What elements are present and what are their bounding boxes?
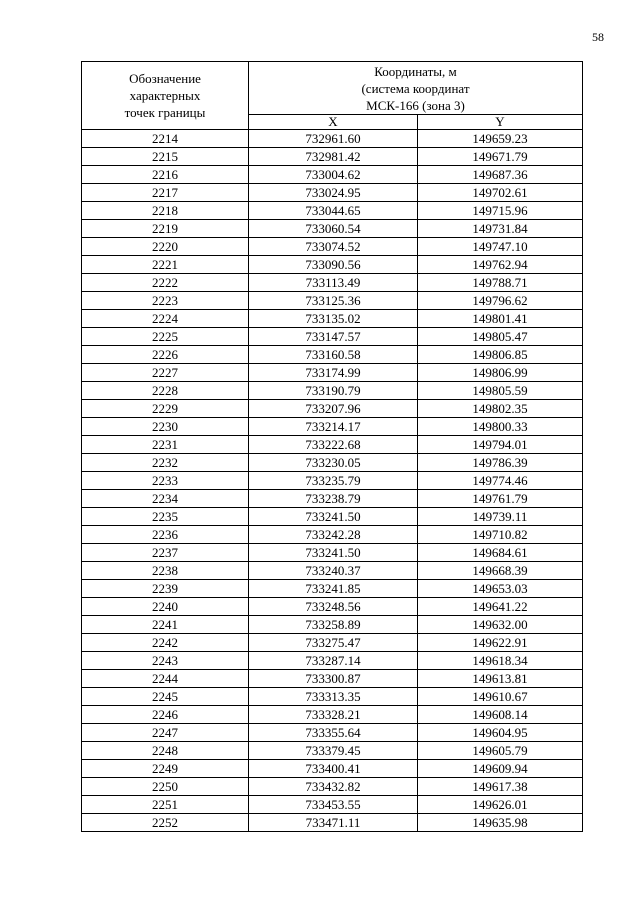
y-coordinate-cell: 149806.85 <box>418 346 583 364</box>
point-id-cell: 2245 <box>82 688 249 706</box>
table-row <box>82 202 583 220</box>
table-row <box>82 598 583 616</box>
header-point-line: точек границы <box>124 105 206 120</box>
y-coordinate-cell: 149761.79 <box>418 490 583 508</box>
table-row <box>82 418 583 436</box>
table-row <box>82 292 583 310</box>
table-row <box>82 166 583 184</box>
y-coordinate-cell: 149668.39 <box>418 562 583 580</box>
x-coordinate-cell: 733258.89 <box>249 616 418 634</box>
point-id-cell: 2238 <box>82 562 249 580</box>
table-row <box>82 616 583 634</box>
point-id-cell: 2221 <box>82 256 249 274</box>
y-coordinate-cell: 149618.34 <box>418 652 583 670</box>
y-coordinate-cell: 149684.61 <box>418 544 583 562</box>
y-coordinate-cell: 149786.39 <box>418 454 583 472</box>
header-coordinates-line: МСК-166 (зона 3) <box>366 97 465 113</box>
header-y: Y <box>418 115 583 130</box>
y-coordinate-cell: 149800.33 <box>418 418 583 436</box>
point-id-cell: 2237 <box>82 544 249 562</box>
table-row <box>82 184 583 202</box>
y-coordinate-cell: 149710.82 <box>418 526 583 544</box>
x-coordinate-cell: 733453.55 <box>249 796 418 814</box>
x-coordinate-cell: 732981.42 <box>249 148 418 166</box>
point-id-cell: 2225 <box>82 328 249 346</box>
x-coordinate-cell: 733242.28 <box>249 526 418 544</box>
x-coordinate-cell: 733241.50 <box>249 544 418 562</box>
page-number: 58 <box>592 30 604 44</box>
y-coordinate-cell: 149609.94 <box>418 760 583 778</box>
x-coordinate-cell: 733222.68 <box>249 436 418 454</box>
point-id-cell: 2250 <box>82 778 249 796</box>
point-id-cell: 2236 <box>82 526 249 544</box>
table-row <box>82 490 583 508</box>
y-coordinate-cell: 149774.46 <box>418 472 583 490</box>
table-row <box>82 472 583 490</box>
y-coordinate-cell: 149802.35 <box>418 400 583 418</box>
x-coordinate-cell: 733240.37 <box>249 562 418 580</box>
point-id-cell: 2216 <box>82 166 249 184</box>
header-x: X <box>249 115 418 130</box>
x-coordinate-cell: 733238.79 <box>249 490 418 508</box>
x-coordinate-cell: 733313.35 <box>249 688 418 706</box>
table-row <box>82 544 583 562</box>
x-coordinate-cell: 733214.17 <box>249 418 418 436</box>
point-id-cell: 2220 <box>82 238 249 256</box>
x-coordinate-cell: 733207.96 <box>249 400 418 418</box>
table-row <box>82 724 583 742</box>
y-coordinate-cell: 149796.62 <box>418 292 583 310</box>
table-row <box>82 706 583 724</box>
y-coordinate-cell: 149610.67 <box>418 688 583 706</box>
y-coordinate-cell: 149605.79 <box>418 742 583 760</box>
table-row <box>82 652 583 670</box>
table-row <box>82 346 583 364</box>
y-coordinate-cell: 149794.01 <box>418 436 583 454</box>
x-coordinate-cell: 733248.56 <box>249 598 418 616</box>
y-coordinate-cell: 149687.36 <box>418 166 583 184</box>
point-id-cell: 2222 <box>82 274 249 292</box>
y-coordinate-cell: 149762.94 <box>418 256 583 274</box>
x-coordinate-cell: 733287.14 <box>249 652 418 670</box>
point-id-cell: 2214 <box>82 130 249 148</box>
x-coordinate-cell: 733090.56 <box>249 256 418 274</box>
point-id-cell: 2234 <box>82 490 249 508</box>
point-id-cell: 2224 <box>82 310 249 328</box>
header-coordinates-line: Координаты, м <box>374 63 457 79</box>
y-coordinate-cell: 149635.98 <box>418 814 583 832</box>
point-id-cell: 2242 <box>82 634 249 652</box>
y-coordinate-cell: 149671.79 <box>418 148 583 166</box>
y-coordinate-cell: 149747.10 <box>418 238 583 256</box>
y-coordinate-cell: 149805.59 <box>418 382 583 400</box>
x-coordinate-cell: 733241.50 <box>249 508 418 526</box>
table-row <box>82 454 583 472</box>
table-row <box>82 310 583 328</box>
point-id-cell: 2241 <box>82 616 249 634</box>
x-coordinate-cell: 733471.11 <box>249 814 418 832</box>
table-row <box>82 220 583 238</box>
y-coordinate-cell: 149604.95 <box>418 724 583 742</box>
point-id-cell: 2232 <box>82 454 249 472</box>
point-id-cell: 2217 <box>82 184 249 202</box>
table-row <box>82 274 583 292</box>
table-row <box>82 328 583 346</box>
x-coordinate-cell: 733135.02 <box>249 310 418 328</box>
y-coordinate-cell: 149715.96 <box>418 202 583 220</box>
table-row <box>82 130 583 148</box>
table-body <box>82 130 583 832</box>
x-coordinate-cell: 733044.65 <box>249 202 418 220</box>
y-coordinate-cell: 149632.00 <box>418 616 583 634</box>
table-row <box>82 256 583 274</box>
x-coordinate-cell: 733147.57 <box>249 328 418 346</box>
x-coordinate-cell: 733125.36 <box>249 292 418 310</box>
table-row <box>82 508 583 526</box>
header-point-line: характерных <box>129 88 201 103</box>
point-id-cell: 2228 <box>82 382 249 400</box>
y-coordinate-cell: 149608.14 <box>418 706 583 724</box>
table-row <box>82 562 583 580</box>
x-coordinate-cell: 733113.49 <box>249 274 418 292</box>
x-coordinate-cell: 733355.64 <box>249 724 418 742</box>
point-id-cell: 2244 <box>82 670 249 688</box>
x-coordinate-cell: 733235.79 <box>249 472 418 490</box>
coordinates-table <box>81 61 583 832</box>
table-row <box>82 400 583 418</box>
y-coordinate-cell: 149626.01 <box>418 796 583 814</box>
y-coordinate-cell: 149788.71 <box>418 274 583 292</box>
x-coordinate-cell: 733328.21 <box>249 706 418 724</box>
table-row <box>82 670 583 688</box>
table-row <box>82 688 583 706</box>
point-id-cell: 2235 <box>82 508 249 526</box>
point-id-cell: 2219 <box>82 220 249 238</box>
table-row <box>82 634 583 652</box>
point-id-cell: 2248 <box>82 742 249 760</box>
table-row <box>82 760 583 778</box>
table-row <box>82 148 583 166</box>
point-id-cell: 2233 <box>82 472 249 490</box>
x-coordinate-cell: 733432.82 <box>249 778 418 796</box>
x-coordinate-cell: 733190.79 <box>249 382 418 400</box>
point-id-cell: 2231 <box>82 436 249 454</box>
point-id-cell: 2239 <box>82 580 249 598</box>
y-coordinate-cell: 149653.03 <box>418 580 583 598</box>
point-id-cell: 2240 <box>82 598 249 616</box>
table-row <box>82 238 583 256</box>
x-coordinate-cell: 733060.54 <box>249 220 418 238</box>
table-row <box>82 364 583 382</box>
point-id-cell: 2249 <box>82 760 249 778</box>
table-row <box>82 382 583 400</box>
table-row <box>82 436 583 454</box>
point-id-cell: 2223 <box>82 292 249 310</box>
header-coordinates-line: (система координат <box>361 80 470 96</box>
x-coordinate-cell: 733275.47 <box>249 634 418 652</box>
x-coordinate-cell: 733400.41 <box>249 760 418 778</box>
x-coordinate-cell: 733230.05 <box>249 454 418 472</box>
x-coordinate-cell: 733160.58 <box>249 346 418 364</box>
table-row <box>82 778 583 796</box>
header-point-designation <box>82 62 249 130</box>
x-coordinate-cell: 733241.85 <box>249 580 418 598</box>
point-id-cell: 2226 <box>82 346 249 364</box>
y-coordinate-cell: 149659.23 <box>418 130 583 148</box>
y-coordinate-cell: 149622.91 <box>418 634 583 652</box>
header-coordinates <box>249 62 583 115</box>
point-id-cell: 2218 <box>82 202 249 220</box>
y-coordinate-cell: 149731.84 <box>418 220 583 238</box>
point-id-cell: 2229 <box>82 400 249 418</box>
point-id-cell: 2215 <box>82 148 249 166</box>
table-row <box>82 742 583 760</box>
x-coordinate-cell: 733024.95 <box>249 184 418 202</box>
y-coordinate-cell: 149805.47 <box>418 328 583 346</box>
point-id-cell: 2252 <box>82 814 249 832</box>
y-coordinate-cell: 149739.11 <box>418 508 583 526</box>
x-coordinate-cell: 733300.87 <box>249 670 418 688</box>
point-id-cell: 2251 <box>82 796 249 814</box>
x-coordinate-cell: 733379.45 <box>249 742 418 760</box>
x-coordinate-cell: 733174.99 <box>249 364 418 382</box>
point-id-cell: 2227 <box>82 364 249 382</box>
x-coordinate-cell: 732961.60 <box>249 130 418 148</box>
y-coordinate-cell: 149641.22 <box>418 598 583 616</box>
x-coordinate-cell: 733004.62 <box>249 166 418 184</box>
table-row <box>82 526 583 544</box>
point-id-cell: 2243 <box>82 652 249 670</box>
point-id-cell: 2230 <box>82 418 249 436</box>
table-row <box>82 814 583 832</box>
header-point-line: Обозначение <box>129 71 201 86</box>
y-coordinate-cell: 149806.99 <box>418 364 583 382</box>
y-coordinate-cell: 149801.41 <box>418 310 583 328</box>
point-id-cell: 2247 <box>82 724 249 742</box>
table-row <box>82 580 583 598</box>
point-id-cell: 2246 <box>82 706 249 724</box>
y-coordinate-cell: 149617.38 <box>418 778 583 796</box>
y-coordinate-cell: 149613.81 <box>418 670 583 688</box>
x-coordinate-cell: 733074.52 <box>249 238 418 256</box>
y-coordinate-cell: 149702.61 <box>418 184 583 202</box>
table-row <box>82 796 583 814</box>
